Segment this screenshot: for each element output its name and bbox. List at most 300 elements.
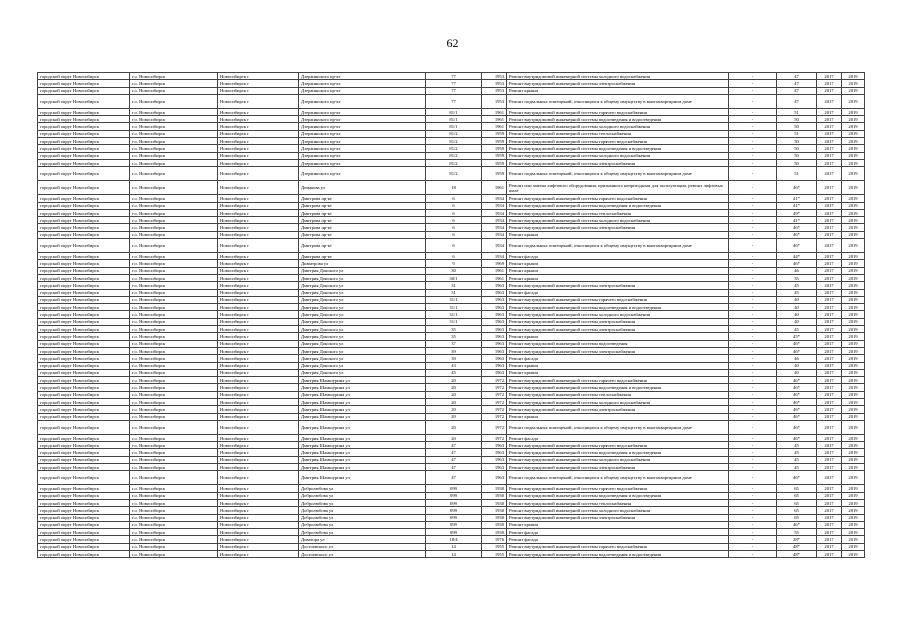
house-number-cell: 20 — [426, 434, 482, 441]
end-year-cell: 2019 — [842, 304, 865, 311]
work-type-cell: Ремонт внутридомовой инженерной системы горячего водоснабжения — [507, 442, 729, 449]
municipality-cell: г.о. Новосибирск — [130, 529, 218, 536]
start-year-cell: 2017 — [817, 152, 842, 159]
street-cell: Дмитрия Шамшурина ул — [299, 464, 426, 471]
district-cell: городской округ Новосибирск — [38, 413, 130, 420]
settlement-cell: Новосибирск г — [218, 529, 299, 536]
table-row — [38, 145, 865, 152]
street-cell: Дмитрия Шамшурина ул — [299, 377, 426, 384]
house-number-cell: 30/1 — [426, 274, 482, 281]
settlement-cell: Новосибирск г — [218, 130, 299, 137]
work-type-cell: Ремонт внутридомовой инженерной системы электроснабжения — [507, 514, 729, 521]
limit-cell: 47 — [777, 73, 817, 80]
work-type-cell: Ремонт внутридомовой инженерной системы водоотведения и водоотведения — [507, 551, 729, 558]
street-cell: Демакова ул — [299, 181, 426, 195]
settlement-cell: Новосибирск г — [218, 231, 299, 238]
settlement-cell: Новосибирск г — [218, 326, 299, 333]
end-year-cell: 2019 — [842, 499, 865, 506]
table-row — [38, 398, 865, 405]
limit-cell: 50 — [777, 152, 817, 159]
end-year-cell: 2019 — [842, 239, 865, 253]
end-year-cell: 2019 — [842, 521, 865, 528]
street-cell: Дмитрова пр-кт — [299, 253, 426, 260]
start-year-cell: 2017 — [817, 377, 842, 384]
district-cell: городской округ Новосибирск — [38, 485, 130, 492]
limit-cell: 46* — [777, 347, 817, 354]
start-year-cell: 2017 — [817, 138, 842, 145]
start-year-cell: 2017 — [817, 485, 842, 492]
street-cell: Дмитрия Донского ул — [299, 274, 426, 281]
table-row — [38, 347, 865, 354]
street-cell: Дзержинского пр-кт — [299, 94, 426, 108]
work-type-cell: Ремонт подвальных помещений, относящихся к общему имуществу в многоквартирном доме — [507, 167, 729, 181]
settlement-cell: Новосибирск г — [218, 543, 299, 550]
end-year-cell: 2019 — [842, 159, 865, 166]
settlement-cell: Новосибирск г — [218, 333, 299, 340]
end-year-cell: 2019 — [842, 123, 865, 130]
end-year-cell: 2019 — [842, 80, 865, 87]
start-year-cell: 2017 — [817, 80, 842, 87]
end-year-cell: 2019 — [842, 260, 865, 267]
build-year-cell: 1955 — [482, 543, 507, 550]
start-year-cell: 2017 — [817, 202, 842, 209]
street-cell: Дмитрия Шамшурина ул — [299, 434, 426, 441]
limit-cell: 65 — [777, 499, 817, 506]
table-row — [38, 420, 865, 434]
settlement-cell: Новосибирск г — [218, 224, 299, 231]
district-cell: городской округ Новосибирск — [38, 340, 130, 347]
limit-cell: 40 — [777, 296, 817, 303]
table-row — [38, 369, 865, 376]
house-number-cell: 20 — [426, 391, 482, 398]
build-year-cell: 1963 — [482, 449, 507, 456]
work-type-cell: Ремонт фасада — [507, 434, 729, 441]
blank-cell: - — [729, 347, 777, 354]
limit-cell: 45 — [777, 289, 817, 296]
start-year-cell: 2017 — [817, 145, 842, 152]
table-row — [38, 217, 865, 224]
house-number-cell: 20 — [426, 413, 482, 420]
end-year-cell: 2019 — [842, 514, 865, 521]
blank-cell: - — [729, 406, 777, 413]
municipality-cell: г.о. Новосибирск — [130, 311, 218, 318]
settlement-cell: Новосибирск г — [218, 355, 299, 362]
table-row — [38, 521, 865, 528]
street-cell: Дмитрия Донского ул — [299, 318, 426, 325]
start-year-cell: 2017 — [817, 318, 842, 325]
blank-cell: - — [729, 167, 777, 181]
district-cell: городской округ Новосибирск — [38, 326, 130, 333]
municipality-cell: г.о. Новосибирск — [130, 130, 218, 137]
work-type-cell: Ремонт внутридомовой инженерной системы водоотведения — [507, 340, 729, 347]
table-row — [38, 116, 865, 123]
end-year-cell: 2019 — [842, 195, 865, 202]
street-cell: Дмитрия Шамшурина ул — [299, 456, 426, 463]
limit-cell: 50 — [777, 138, 817, 145]
district-cell: городской округ Новосибирск — [38, 492, 130, 499]
settlement-cell: Новосибирск г — [218, 318, 299, 325]
street-cell: Дмитрия Донского ул — [299, 267, 426, 274]
work-type-cell: Ремонт подвальных помещений, относящихся к общему имуществу в многоквартирном доме — [507, 471, 729, 485]
settlement-cell: Новосибирск г — [218, 159, 299, 166]
build-year-cell: 1930 — [482, 499, 507, 506]
limit-cell: 45 — [777, 282, 817, 289]
limit-cell: 40 — [777, 318, 817, 325]
municipality-cell: г.о. Новосибирск — [130, 384, 218, 391]
blank-cell: - — [729, 253, 777, 260]
street-cell: Дзержинского пр-кт — [299, 130, 426, 137]
end-year-cell: 2019 — [842, 217, 865, 224]
house-number-cell: 6 — [426, 239, 482, 253]
build-year-cell: 1963 — [482, 464, 507, 471]
limit-cell: 41* — [777, 217, 817, 224]
municipality-cell: г.о. Новосибирск — [130, 471, 218, 485]
limit-cell: 28* — [777, 536, 817, 543]
settlement-cell: Новосибирск г — [218, 282, 299, 289]
end-year-cell: 2019 — [842, 267, 865, 274]
limit-cell: 46* — [777, 239, 817, 253]
end-year-cell: 2019 — [842, 231, 865, 238]
work-type-cell: Ремонт крыши — [507, 274, 729, 281]
end-year-cell: 2019 — [842, 116, 865, 123]
build-year-cell: 1961 — [482, 181, 507, 195]
municipality-cell: г.о. Новосибирск — [130, 282, 218, 289]
table-row — [38, 355, 865, 362]
settlement-cell: Новосибирск г — [218, 87, 299, 94]
table-row — [38, 507, 865, 514]
street-cell: Дмитрия Шамшурина ул — [299, 406, 426, 413]
table-row — [38, 384, 865, 391]
blank-cell: - — [729, 449, 777, 456]
district-cell: городской округ Новосибирск — [38, 420, 130, 434]
work-type-cell: Ремонт внутридомовой инженерной системы электроснабжения — [507, 318, 729, 325]
house-number-cell: 099 — [426, 485, 482, 492]
table-row — [38, 471, 865, 485]
blank-cell: - — [729, 355, 777, 362]
work-type-cell: Ремонт внутридомовой инженерной системы водоотведения и водоотведения — [507, 202, 729, 209]
table-row — [38, 456, 865, 463]
table-row — [38, 130, 865, 137]
street-cell: Дмитрия Донского ул — [299, 289, 426, 296]
street-cell: Достоевского ул — [299, 543, 426, 550]
municipality-cell: г.о. Новосибирск — [130, 202, 218, 209]
limit-cell: 49* — [777, 209, 817, 216]
end-year-cell: 2019 — [842, 362, 865, 369]
work-type-cell: Ремонт крыши — [507, 267, 729, 274]
build-year-cell: 1972 — [482, 391, 507, 398]
blank-cell: - — [729, 311, 777, 318]
district-cell: городской округ Новосибирск — [38, 406, 130, 413]
municipality-cell: г.о. Новосибирск — [130, 108, 218, 115]
street-cell: Дмитрова пр-кт — [299, 209, 426, 216]
build-year-cell: 1953 — [482, 94, 507, 108]
settlement-cell: Новосибирск г — [218, 420, 299, 434]
limit-cell: 40 — [777, 362, 817, 369]
street-cell: Дмитрия Донского ул — [299, 333, 426, 340]
settlement-cell: Новосибирск г — [218, 80, 299, 87]
settlement-cell: Новосибирск г — [218, 413, 299, 420]
build-year-cell: 1961 — [482, 116, 507, 123]
start-year-cell: 2017 — [817, 326, 842, 333]
street-cell: Дмитрия Донского ул — [299, 282, 426, 289]
table-row — [38, 304, 865, 311]
build-year-cell: 1934 — [482, 202, 507, 209]
limit-cell: 40 — [777, 304, 817, 311]
start-year-cell: 2017 — [817, 123, 842, 130]
district-cell: городской округ Новосибирск — [38, 289, 130, 296]
house-number-cell: 37 — [426, 340, 482, 347]
street-cell: Добролюбова ул — [299, 499, 426, 506]
end-year-cell: 2019 — [842, 224, 865, 231]
house-number-cell: 47 — [426, 471, 482, 485]
house-number-cell: 81/2 — [426, 138, 482, 145]
limit-cell: 46* — [777, 471, 817, 485]
district-cell: городской округ Новосибирск — [38, 123, 130, 130]
blank-cell: - — [729, 485, 777, 492]
end-year-cell: 2019 — [842, 152, 865, 159]
settlement-cell: Новосибирск г — [218, 239, 299, 253]
blank-cell: - — [729, 521, 777, 528]
blank-cell: - — [729, 507, 777, 514]
municipality-cell: г.о. Новосибирск — [130, 195, 218, 202]
build-year-cell: 1959 — [482, 152, 507, 159]
table-row — [38, 224, 865, 231]
house-number-cell: 6 — [426, 231, 482, 238]
street-cell: Димитрова ул — [299, 260, 426, 267]
district-cell: городской округ Новосибирск — [38, 521, 130, 528]
street-cell: Добролюбова ул — [299, 485, 426, 492]
blank-cell: - — [729, 333, 777, 340]
build-year-cell: 1959 — [482, 145, 507, 152]
settlement-cell: Новосибирск г — [218, 138, 299, 145]
street-cell: Дмитрия Донского ул — [299, 362, 426, 369]
house-number-cell: 20 — [426, 420, 482, 434]
district-cell: городской округ Новосибирск — [38, 536, 130, 543]
blank-cell: - — [729, 551, 777, 558]
house-number-cell: 47 — [426, 464, 482, 471]
table-row — [38, 362, 865, 369]
start-year-cell: 2017 — [817, 391, 842, 398]
work-type-cell: Ремонт внутридомовой инженерной системы холодного водоснабжения — [507, 123, 729, 130]
house-number-cell: 31 — [426, 289, 482, 296]
build-year-cell: 1972 — [482, 420, 507, 434]
work-type-cell: Ремонт крыши — [507, 369, 729, 376]
limit-cell: 46* — [777, 340, 817, 347]
end-year-cell: 2019 — [842, 94, 865, 108]
table-row — [38, 209, 865, 216]
municipality-cell: г.о. Новосибирск — [130, 362, 218, 369]
limit-cell: 46* — [777, 260, 817, 267]
end-year-cell: 2019 — [842, 543, 865, 550]
house-number-cell: 35 — [426, 333, 482, 340]
table-row — [38, 406, 865, 413]
table-row — [38, 181, 865, 195]
settlement-cell: Новосибирск г — [218, 514, 299, 521]
start-year-cell: 2017 — [817, 116, 842, 123]
street-cell: Дмитрия Шамшурина ул — [299, 420, 426, 434]
start-year-cell: 2017 — [817, 282, 842, 289]
blank-cell: - — [729, 260, 777, 267]
street-cell: Дмитрия Донского ул — [299, 296, 426, 303]
street-cell: Добролюбова ул — [299, 521, 426, 528]
limit-cell: 50 — [777, 116, 817, 123]
limit-cell: 45 — [777, 456, 817, 463]
build-year-cell: 1955 — [482, 551, 507, 558]
street-cell: Дмитрия Донского ул — [299, 355, 426, 362]
start-year-cell: 2017 — [817, 551, 842, 558]
table-row — [38, 108, 865, 115]
settlement-cell: Новосибирск г — [218, 209, 299, 216]
end-year-cell: 2019 — [842, 551, 865, 558]
district-cell: городской округ Новосибирск — [38, 391, 130, 398]
house-number-cell: 81/1 — [426, 123, 482, 130]
street-cell: Дмитрия Донского ул — [299, 304, 426, 311]
blank-cell: - — [729, 209, 777, 216]
blank-cell: - — [729, 391, 777, 398]
work-type-cell: Ремонт или замена лифтового оборудования, признанного непригодным для эксплуатации, ремонт лифтовых шахт — [507, 181, 729, 195]
build-year-cell: 1953 — [482, 87, 507, 94]
blank-cell: - — [729, 434, 777, 441]
start-year-cell: 2017 — [817, 296, 842, 303]
street-cell: Дзержинского пр-кт — [299, 108, 426, 115]
build-year-cell: 1963 — [482, 296, 507, 303]
street-cell: Дмитрия Донского ул — [299, 326, 426, 333]
district-cell: городской округ Новосибирск — [38, 282, 130, 289]
settlement-cell: Новосибирск г — [218, 116, 299, 123]
house-number-cell: 099 — [426, 507, 482, 514]
work-type-cell: Ремонт внутридомовой инженерной системы холодного водоснабжения — [507, 398, 729, 405]
house-number-cell: 77 — [426, 80, 482, 87]
blank-cell: - — [729, 138, 777, 145]
table-row — [38, 260, 865, 267]
settlement-cell: Новосибирск г — [218, 362, 299, 369]
district-cell: городской округ Новосибирск — [38, 80, 130, 87]
start-year-cell: 2017 — [817, 347, 842, 354]
start-year-cell: 2017 — [817, 73, 842, 80]
work-type-cell: Ремонт крыши — [507, 413, 729, 420]
house-number-cell: 81/1 — [426, 108, 482, 115]
municipality-cell: г.о. Новосибирск — [130, 456, 218, 463]
work-type-cell: Ремонт фасада — [507, 289, 729, 296]
house-number-cell: 77 — [426, 73, 482, 80]
municipality-cell: г.о. Новосибирск — [130, 551, 218, 558]
municipality-cell: г.о. Новосибирск — [130, 543, 218, 550]
street-cell: Дзержинского пр-кт — [299, 123, 426, 130]
build-year-cell: 1953 — [482, 73, 507, 80]
limit-cell: 45 — [777, 464, 817, 471]
table-row — [38, 529, 865, 536]
start-year-cell: 2017 — [817, 274, 842, 281]
settlement-cell: Новосибирск г — [218, 377, 299, 384]
limit-cell: 46 — [777, 267, 817, 274]
work-type-cell: Ремонт внутридомовой инженерной системы электроснабжения — [507, 80, 729, 87]
settlement-cell: Новосибирск г — [218, 464, 299, 471]
end-year-cell: 2019 — [842, 181, 865, 195]
build-year-cell: 1930 — [482, 485, 507, 492]
municipality-cell: г.о. Новосибирск — [130, 73, 218, 80]
district-cell: городской округ Новосибирск — [38, 239, 130, 253]
house-number-cell: 47 — [426, 456, 482, 463]
municipality-cell: г.о. Новосибирск — [130, 355, 218, 362]
table-row — [38, 80, 865, 87]
blank-cell: - — [729, 456, 777, 463]
district-cell: городской округ Новосибирск — [38, 224, 130, 231]
limit-cell: 46* — [777, 434, 817, 441]
street-cell: Доватора ул — [299, 536, 426, 543]
blank-cell: - — [729, 340, 777, 347]
blank-cell: - — [729, 267, 777, 274]
work-type-cell: Ремонт внутридомовой инженерной системы водоотведения и водоотведения — [507, 384, 729, 391]
end-year-cell: 2019 — [842, 296, 865, 303]
start-year-cell: 2017 — [817, 239, 842, 253]
settlement-cell: Новосибирск г — [218, 73, 299, 80]
build-year-cell: 1963 — [482, 289, 507, 296]
blank-cell: - — [729, 224, 777, 231]
municipality-cell: г.о. Новосибирск — [130, 167, 218, 181]
settlement-cell: Новосибирск г — [218, 145, 299, 152]
table-row — [38, 296, 865, 303]
district-cell: городской округ Новосибирск — [38, 434, 130, 441]
municipality-cell: г.о. Новосибирск — [130, 152, 218, 159]
build-year-cell: 1934 — [482, 209, 507, 216]
limit-cell: 47 — [777, 87, 817, 94]
house-number-cell: 6 — [426, 209, 482, 216]
end-year-cell: 2019 — [842, 434, 865, 441]
district-cell: городской округ Новосибирск — [38, 152, 130, 159]
street-cell: Добролюбова ул — [299, 492, 426, 499]
limit-cell: 45 — [777, 449, 817, 456]
municipality-cell: г.о. Новосибирск — [130, 406, 218, 413]
municipality-cell: г.о. Новосибирск — [130, 304, 218, 311]
build-year-cell: 1959 — [482, 130, 507, 137]
end-year-cell: 2019 — [842, 347, 865, 354]
limit-cell: 46* — [777, 377, 817, 384]
municipality-cell: г.о. Новосибирск — [130, 159, 218, 166]
start-year-cell: 2017 — [817, 499, 842, 506]
house-number-cell: 81/2 — [426, 159, 482, 166]
page-number: 62 — [446, 36, 459, 50]
house-number-cell: 47 — [426, 442, 482, 449]
municipality-cell: г.о. Новосибирск — [130, 499, 218, 506]
blank-cell: - — [729, 73, 777, 80]
end-year-cell: 2019 — [842, 202, 865, 209]
limit-cell: 47 — [777, 80, 817, 87]
settlement-cell: Новосибирск г — [218, 123, 299, 130]
start-year-cell: 2017 — [817, 529, 842, 536]
settlement-cell: Новосибирск г — [218, 521, 299, 528]
work-type-cell: Ремонт внутридомовой инженерной системы холодного водоснабжения — [507, 507, 729, 514]
limit-cell: 45 — [777, 326, 817, 333]
end-year-cell: 2019 — [842, 420, 865, 434]
start-year-cell: 2017 — [817, 514, 842, 521]
end-year-cell: 2019 — [842, 145, 865, 152]
settlement-cell: Новосибирск г — [218, 94, 299, 108]
settlement-cell: Новосибирск г — [218, 274, 299, 281]
start-year-cell: 2017 — [817, 449, 842, 456]
end-year-cell: 2019 — [842, 108, 865, 115]
house-number-cell: 6 — [426, 195, 482, 202]
start-year-cell: 2017 — [817, 340, 842, 347]
house-number-cell: 81/2 — [426, 145, 482, 152]
house-number-cell: 31/1 — [426, 311, 482, 318]
limit-cell: 48* — [777, 551, 817, 558]
district-cell: городской округ Новосибирск — [38, 274, 130, 281]
table-row — [38, 94, 865, 108]
work-type-cell: Ремонт крыши — [507, 87, 729, 94]
street-cell: Дмитрия Шамшурина ул — [299, 471, 426, 485]
limit-cell: 55 — [777, 529, 817, 536]
limit-cell: 46* — [777, 398, 817, 405]
